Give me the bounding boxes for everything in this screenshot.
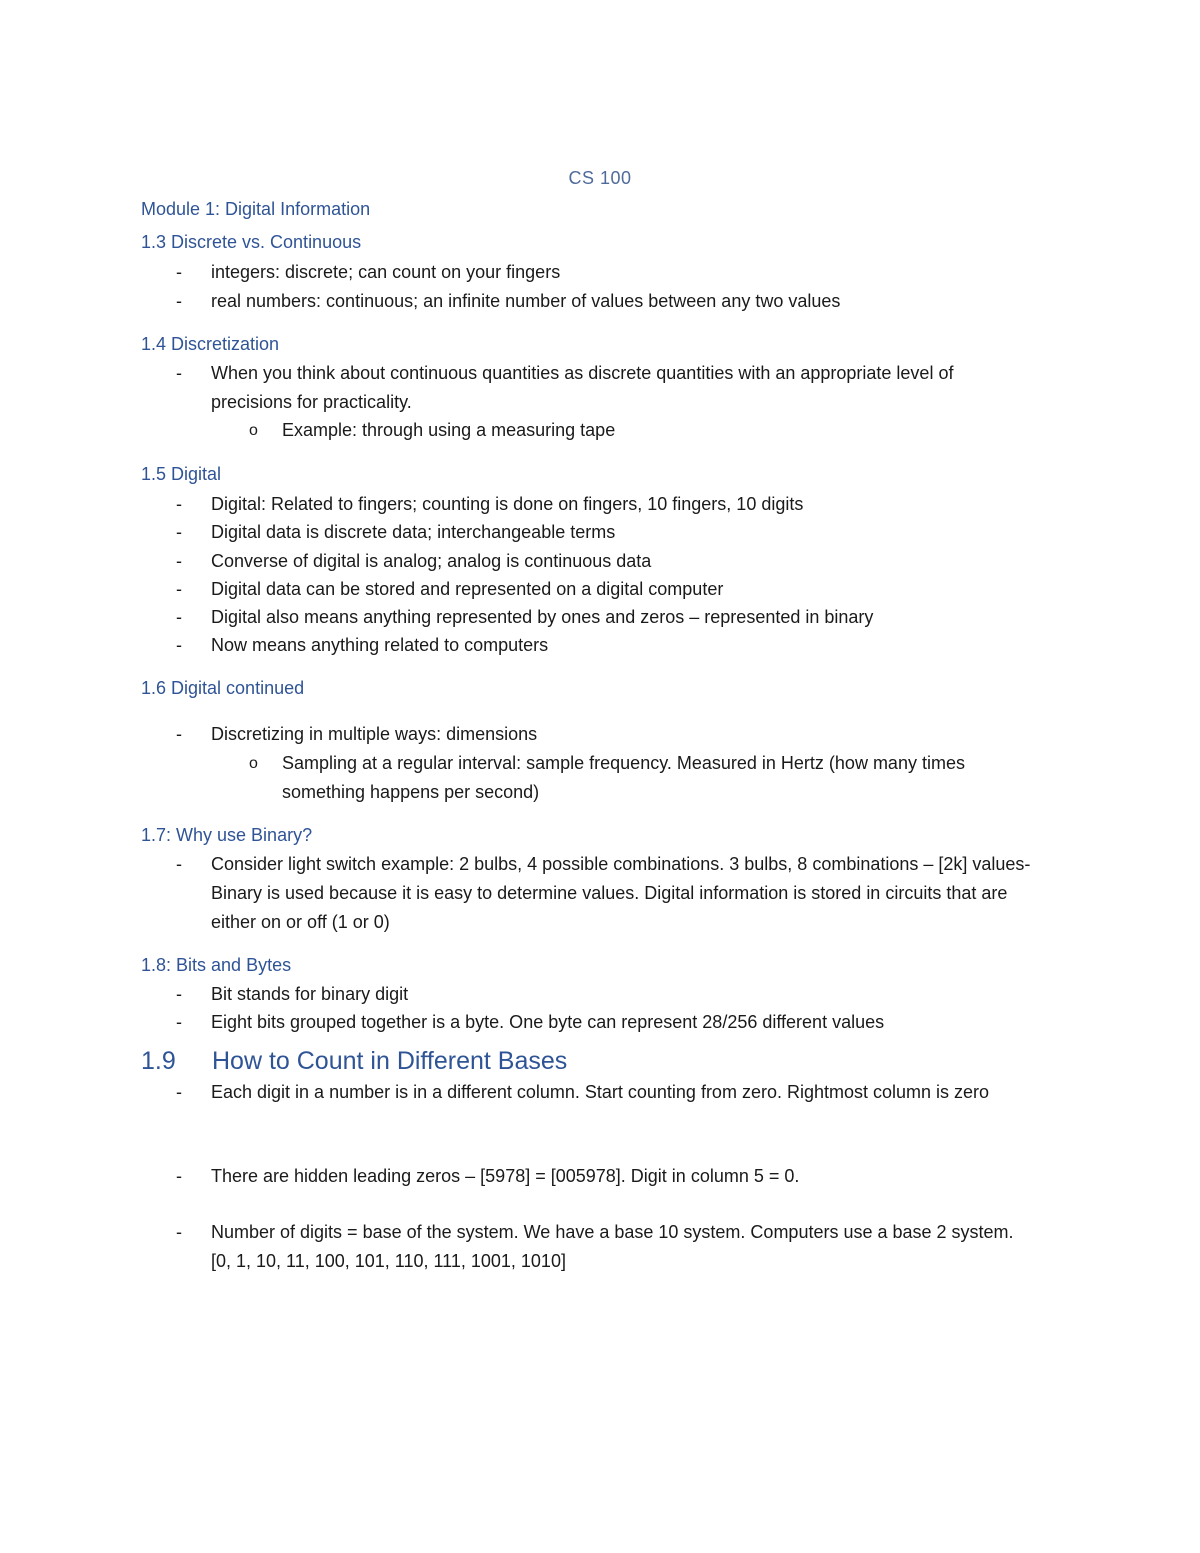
list-item <box>176 258 1036 287</box>
list-item <box>176 603 1036 632</box>
list-item-text: Eight bits grouped together is a byte. One byte can represent 28/256 different values <box>211 1012 885 1032</box>
page-title: CS 100 <box>568 168 632 188</box>
bullet-dash: - <box>176 1166 182 1186</box>
list-item <box>176 631 1036 660</box>
list-item <box>176 850 1036 937</box>
bullet-dash: - <box>176 579 182 599</box>
section-heading-1-5: 1.5 Digital <box>141 464 222 484</box>
list-item-text: Consider light switch example: 2 bulbs, 4 possible combinations. 3 bulbs, 8 combinations – [2k] values- Binary is used because it is easy to determine values. Digital information is stored in circuits that are either on or off (1 or 0) <box>211 854 1031 932</box>
list-item <box>176 980 1036 1009</box>
sub-list-item <box>249 749 1039 807</box>
section-number: 1.9 <box>141 1047 176 1075</box>
list-item <box>176 518 1036 547</box>
sub-bullet-circle: o <box>249 422 258 439</box>
list-item <box>176 720 1036 749</box>
list-item-text: Converse of digital is analog; analog is continuous data <box>211 551 652 571</box>
list-item-text: Digital data is discrete data; interchangeable terms <box>211 522 616 542</box>
section-heading-1-9 <box>141 1047 567 1076</box>
list-item-text: Digital: Related to fingers; counting is done on fingers, 10 fingers, 10 digits <box>211 494 804 514</box>
section-title: How to Count in Different Bases <box>212 1047 568 1075</box>
sub-list-item-text: Sampling at a regular interval: sample frequency. Measured in Hertz (how many times something happens per second) <box>282 753 965 802</box>
list-item <box>176 490 1036 519</box>
bullet-dash: - <box>176 262 182 282</box>
section-heading-1-3: 1.3 Discrete vs. Continuous <box>141 232 362 252</box>
section-heading-1-8: 1.8: Bits and Bytes <box>141 955 292 975</box>
list-item-text: Bit stands for binary digit <box>211 984 409 1004</box>
list-item-text: Each digit in a number is in a different column. Start counting from zero. Rightmost column is zero <box>211 1082 990 1102</box>
list-item <box>176 1008 1036 1037</box>
sub-list-item-text: Example: through using a measuring tape <box>282 420 616 440</box>
bullet-dash: - <box>176 363 182 383</box>
bullet-dash: - <box>176 291 182 311</box>
bullet-dash: - <box>176 854 182 874</box>
sub-bullet-circle: o <box>249 755 258 772</box>
bullet-dash: - <box>176 1082 182 1102</box>
list-item <box>176 575 1036 604</box>
list-item-text: Digital data can be stored and represented on a digital computer <box>211 579 724 599</box>
bullet-dash: - <box>176 607 182 627</box>
section-heading-1-4: 1.4 Discretization <box>141 334 280 354</box>
list-item <box>176 1080 1036 1105</box>
list-item-text: Number of digits = base of the system. We have a base 10 system. Computers use a base 2 system. [0, 1, 10, 11, 100, 101, 110, 111, 1001, 1010] <box>211 1222 1014 1271</box>
list-item-text: There are hidden leading zeros – [5978] = [005978]. Digit in column 5 = 0. <box>211 1166 800 1186</box>
list-item <box>176 359 1036 417</box>
list-item-text: Digital also means anything represented by ones and zeros – represented in binary <box>211 607 874 627</box>
bullet-dash: - <box>176 1222 182 1242</box>
bullet-dash: - <box>176 1012 182 1032</box>
bullet-dash: - <box>176 984 182 1004</box>
list-item-text: Now means anything related to computers <box>211 635 549 655</box>
bullet-dash: - <box>176 724 182 744</box>
list-item-text: When you think about continuous quantities as discrete quantities with an appropriate level of precisions for practicality. <box>211 363 954 412</box>
list-item-text: real numbers: continuous; an infinite number of values between any two values <box>211 291 841 311</box>
bullet-dash: - <box>176 494 182 514</box>
sub-list-item <box>249 416 1039 445</box>
list-item-text: Discretizing in multiple ways: dimensions <box>211 724 538 744</box>
bullet-dash: - <box>176 635 182 655</box>
list-item <box>176 287 1036 316</box>
module-heading: Module 1: Digital Information <box>141 199 371 219</box>
bullet-dash: - <box>176 522 182 542</box>
section-heading-1-6: 1.6 Digital continued <box>141 678 305 698</box>
list-item <box>176 1162 1036 1191</box>
list-item <box>176 547 1036 576</box>
section-heading-1-7: 1.7: Why use Binary? <box>141 825 313 845</box>
list-item <box>176 1218 1036 1276</box>
bullet-dash: - <box>176 551 182 571</box>
list-item-text: integers: discrete; can count on your fingers <box>211 262 561 282</box>
